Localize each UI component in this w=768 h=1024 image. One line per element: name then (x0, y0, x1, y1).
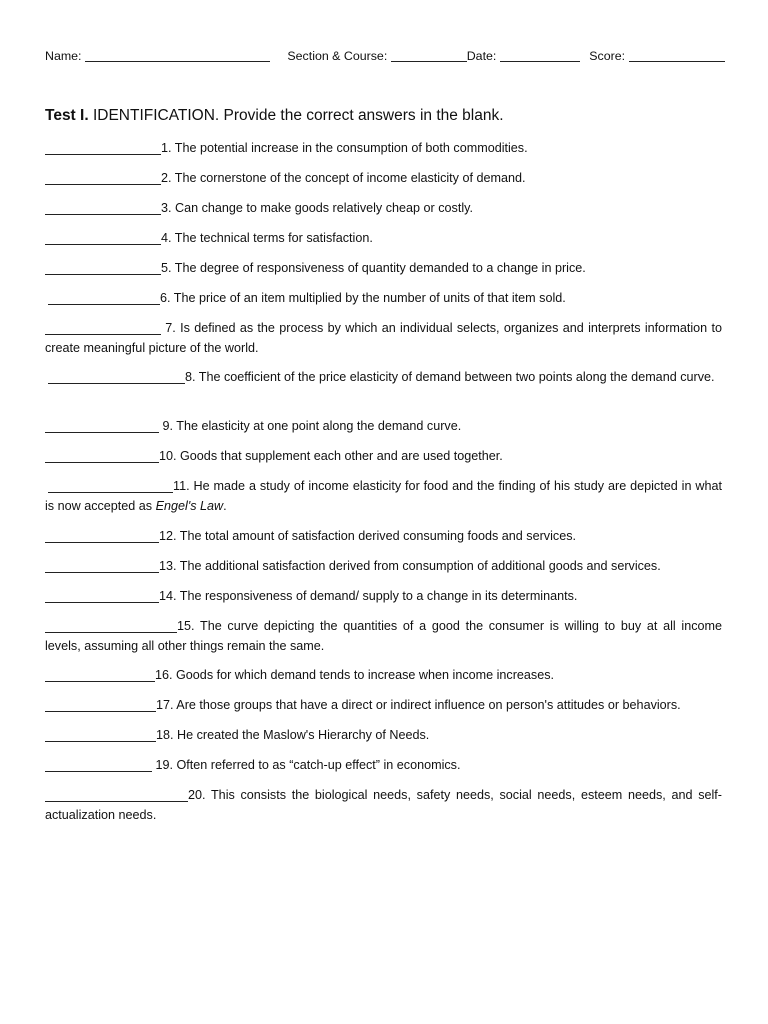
question-item (45, 617, 722, 656)
question-text: 16. Goods for which demand tends to increase when income increases. (155, 668, 555, 682)
question-text: 2. The cornerstone of the concept of income elasticity of demand. (161, 171, 526, 185)
question-text: 10. Goods that supplement each other and are used together. (159, 449, 503, 463)
test-title (45, 106, 735, 126)
question-text: 13. The additional satisfaction derived from consumption of additional goods and services. (159, 559, 661, 573)
question-item (45, 319, 722, 358)
question-item (45, 726, 722, 746)
answer-blank[interactable] (45, 559, 159, 573)
section-course-blank[interactable] (391, 49, 467, 62)
section-course-field[interactable] (287, 48, 466, 64)
question-text: 9. The elasticity at one point along the demand curve. (159, 419, 462, 433)
answer-blank[interactable] (48, 479, 173, 493)
question-text: 8. The coefficient of the price elasticity of demand between two points along the demand curve. (185, 370, 715, 384)
name-field[interactable] (45, 48, 270, 64)
answer-blank[interactable] (48, 370, 185, 384)
question-text: 17. Are those groups that have a direct or indirect influence on person's attitudes or behaviors. (156, 698, 681, 712)
answer-blank[interactable] (45, 619, 177, 633)
answer-blank[interactable] (45, 419, 159, 433)
answer-blank[interactable] (45, 758, 152, 772)
date-field[interactable] (467, 48, 580, 64)
question-item (45, 557, 722, 577)
answer-blank[interactable] (45, 141, 161, 155)
answer-blank[interactable] (45, 449, 159, 463)
question-text: 11. He made a study of income elasticity for food and the finding of his study are depicted in what is now accepted as (45, 479, 722, 513)
test-title-number: Test I. (45, 107, 89, 124)
header-fields (45, 48, 725, 64)
question-item (45, 199, 722, 219)
section-course-label: Section & Course: (287, 49, 388, 63)
question-text: 18. He created the Maslow's Hierarchy of Needs. (156, 728, 430, 742)
answer-blank[interactable] (45, 201, 161, 215)
question-item (45, 477, 722, 516)
answer-blank[interactable] (45, 321, 161, 335)
name-blank[interactable] (85, 49, 270, 62)
answer-blank[interactable] (45, 529, 159, 543)
answer-blank[interactable] (45, 171, 161, 185)
answer-blank[interactable] (48, 291, 160, 305)
question-item (45, 368, 722, 388)
question-item (45, 696, 722, 716)
question-text: 3. Can change to make goods relatively cheap or costly. (161, 201, 473, 215)
question-item (45, 169, 722, 189)
answer-blank[interactable] (45, 698, 156, 712)
score-field[interactable] (589, 48, 724, 64)
question-text: 4. The technical terms for satisfaction. (161, 231, 373, 245)
question-item (45, 139, 722, 159)
question-text: 12. The total amount of satisfaction derived consuming foods and services. (159, 529, 576, 543)
question-text: 20. This consists the biological needs, safety needs, social needs, esteem needs, and self-actualization needs. (45, 788, 722, 822)
question-item (45, 527, 722, 547)
answer-blank[interactable] (45, 231, 161, 245)
score-label: Score: (589, 49, 626, 63)
question-item (45, 447, 722, 467)
date-blank[interactable] (500, 49, 580, 62)
engels-law-italic: Engel's Law (155, 498, 224, 513)
question-text: 19. Often referred to as “catch-up effect” in economics. (152, 758, 461, 772)
question-item (45, 259, 722, 279)
question-text: 5. The degree of responsiveness of quantity demanded to a change in price. (161, 261, 586, 275)
answer-blank[interactable] (45, 589, 159, 603)
question-text: 7. Is defined as the process by which an individual selects, organizes and interprets information to create meaningful picture of the world. (45, 321, 722, 355)
answer-blank[interactable] (45, 668, 155, 682)
question-item (45, 666, 722, 686)
question-item (45, 786, 722, 825)
question-text: 1. The potential increase in the consumption of both commodities. (161, 141, 528, 155)
test-title-instructions: IDENTIFICATION. Provide the correct answers in the blank. (88, 107, 504, 124)
question-item (45, 756, 722, 776)
question-item (45, 229, 722, 249)
date-label: Date: (466, 49, 497, 63)
answer-blank[interactable] (45, 788, 188, 802)
question-text: 6. The price of an item multiplied by the number of units of that item sold. (160, 291, 566, 305)
question-text: 14. The responsiveness of demand/ supply to a change in its determinants. (159, 589, 578, 603)
answer-blank[interactable] (45, 728, 156, 742)
question-item (45, 417, 722, 437)
question-text: 15. The curve depicting the quantities of a good the consumer is willing to buy at all income levels, assuming all other things remain the same. (45, 619, 722, 653)
name-label: Name: (45, 49, 82, 63)
answer-blank[interactable] (45, 261, 161, 275)
question-item (45, 587, 722, 607)
question-text-end: . (223, 498, 227, 513)
question-item (45, 289, 722, 309)
score-blank[interactable] (629, 49, 725, 62)
